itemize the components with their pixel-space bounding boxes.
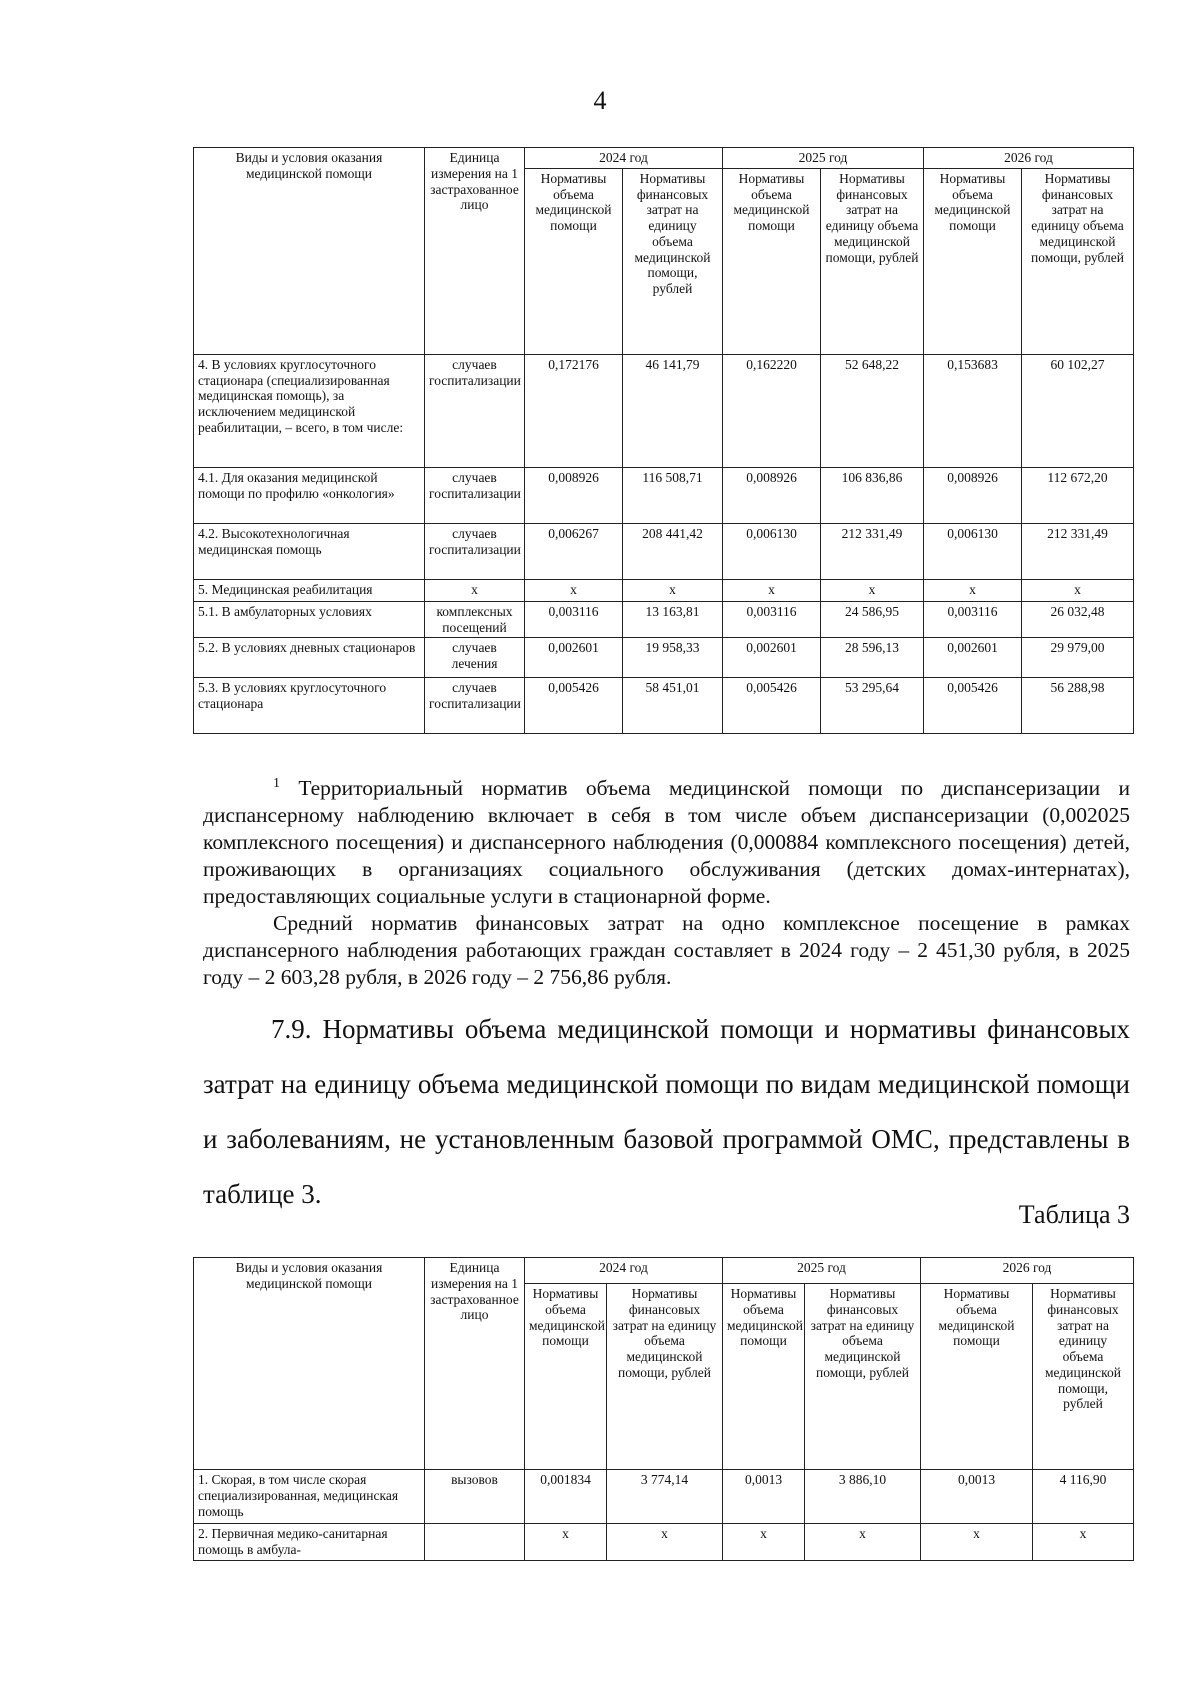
cell-volume-2024: х (525, 579, 623, 601)
header-kinds: Виды и условия оказания медицинской помощи (194, 148, 425, 355)
header-year-2025: 2025 год (723, 1258, 921, 1284)
cell-finance-2026: 112 672,20 (1022, 467, 1134, 523)
cell-volume-2024: 0,003116 (525, 601, 623, 638)
cell-volume-2024: 0,006267 (525, 523, 623, 579)
cell-finance-2024: 116 508,71 (623, 467, 723, 523)
cell-finance-2025: 3 886,10 (805, 1470, 921, 1524)
cell-finance-2025: 28 596,13 (821, 638, 924, 678)
header-finance-2024: Нормативы финансовых затрат на единицу объема медицинской помощи, рублей (623, 168, 723, 354)
row-name: 2. Первичная медико-санитарная помощь в амбула- (194, 1524, 425, 1561)
cell-volume-2026: 0,153683 (924, 354, 1022, 467)
cell-volume-2025: 0,006130 (723, 523, 821, 579)
cell-finance-2026: 4 116,90 (1033, 1470, 1134, 1524)
section-7-9 (203, 1002, 1130, 1222)
cell-finance-2026: 56 288,98 (1022, 678, 1134, 734)
cell-finance-2024: 58 451,01 (623, 678, 723, 734)
cell-finance-2025: х (805, 1524, 921, 1561)
table-row (194, 523, 1134, 579)
footnote (203, 770, 1130, 991)
header-unit: Единица измерения на 1 застрахованное лицо (425, 1258, 525, 1470)
cell-volume-2024: 0,002601 (525, 638, 623, 678)
header-kinds: Виды и условия оказания медицинской помощи (194, 1258, 425, 1470)
row-unit (425, 1524, 525, 1561)
header-volume-2025: Нормативы объема медицинской помощи (723, 168, 821, 354)
table-row (194, 601, 1134, 638)
header-year-2026: 2026 год (924, 148, 1134, 169)
cell-volume-2026: х (921, 1524, 1033, 1561)
cell-finance-2024: х (623, 579, 723, 601)
header-finance-2026: Нормативы финансовых затрат на единицу объема медицинской помощи, рублей (1033, 1284, 1134, 1470)
cell-finance-2024: 208 441,42 (623, 523, 723, 579)
table-row (194, 467, 1134, 523)
row-name: 4. В условиях круглосуточного стационара (специализированная медицинская помощь), за исключением медицинской реабилитации, – всего, в том числе: (194, 354, 425, 467)
row-unit: случаев госпитализации (425, 354, 525, 467)
table-row (194, 579, 1134, 601)
header-volume-2025: Нормативы объема медицинской помощи (723, 1284, 805, 1470)
row-name: 5.3. В условиях круглосуточного стационара (194, 678, 425, 734)
cell-volume-2025: 0,0013 (723, 1470, 805, 1524)
header-finance-2025: Нормативы финансовых затрат на единицу объема медицинской помощи, рублей (821, 168, 924, 354)
cell-volume-2024: 0,005426 (525, 678, 623, 734)
cell-finance-2025: 52 648,22 (821, 354, 924, 467)
cell-volume-2025: 0,003116 (723, 601, 821, 638)
row-unit: вызовов (425, 1470, 525, 1524)
row-unit: случаев госпитализации (425, 678, 525, 734)
cell-volume-2025: 0,008926 (723, 467, 821, 523)
cell-finance-2026: 26 032,48 (1022, 601, 1134, 638)
table-caption: Таблица 3 (1018, 1200, 1130, 1229)
table-row (194, 638, 1134, 678)
cell-finance-2025: х (821, 579, 924, 601)
cell-finance-2024: 46 141,79 (623, 354, 723, 467)
row-unit: х (425, 579, 525, 601)
cell-volume-2024: х (525, 1524, 607, 1561)
table-normatives-1 (193, 147, 1134, 734)
row-name: 1. Скорая, в том числе скорая специализированная, медицинская помощь (194, 1470, 425, 1524)
cell-volume-2025: 0,002601 (723, 638, 821, 678)
header-year-2024: 2024 год (525, 1258, 723, 1284)
cell-volume-2026: 0,0013 (921, 1470, 1033, 1524)
cell-finance-2025: 24 586,95 (821, 601, 924, 638)
cell-volume-2026: 0,002601 (924, 638, 1022, 678)
table-row (194, 1470, 1134, 1524)
footnote-average-text: Средний норматив финансовых затрат на одно комплексное посещение в рамках диспансерного наблюдения работающих граждан составляет в 2024 году – 2 451,30 рубля, в 2025 году – 2 603,28 рубля, в 2026 году – 2 756,86 рубля. (203, 911, 1130, 990)
cell-volume-2026: 0,006130 (924, 523, 1022, 579)
header-finance-2024: Нормативы финансовых затрат на единицу объема медицинской помощи, рублей (607, 1284, 723, 1470)
table-row (194, 354, 1134, 467)
cell-finance-2026: х (1022, 579, 1134, 601)
cell-volume-2025: 0,005426 (723, 678, 821, 734)
row-unit: случаев госпитализации (425, 523, 525, 579)
cell-volume-2026: х (924, 579, 1022, 601)
footnote-mark: 1 (273, 776, 280, 791)
cell-volume-2024: 0,008926 (525, 467, 623, 523)
header-volume-2026: Нормативы объема медицинской помощи (921, 1284, 1033, 1470)
cell-finance-2026: 29 979,00 (1022, 638, 1134, 678)
table-row (194, 1524, 1134, 1561)
header-finance-2025: Нормативы финансовых затрат на единицу объема медицинской помощи, рублей (805, 1284, 921, 1470)
section-paragraph: 7.9. Нормативы объема медицинской помощи и нормативы финансовых затрат на единицу объема медицинской помощи по видам медицинской помощи и заболеваниям, не установленным базовой программой ОМС, представлены в таблице 3. (203, 1014, 1130, 1209)
header-year-2024: 2024 год (525, 148, 723, 169)
cell-volume-2025: х (723, 579, 821, 601)
row-name: 5.1. В амбулаторных условиях (194, 601, 425, 638)
cell-volume-2026: 0,003116 (924, 601, 1022, 638)
row-name: 4.1. Для оказания медицинской помощи по профилю «онкология» (194, 467, 425, 523)
header-volume-2024: Нормативы объема медицинской помощи (525, 168, 623, 354)
row-name: 4.2. Высокотехнологичная медицинская помощь (194, 523, 425, 579)
header-year-2025: 2025 год (723, 148, 924, 169)
cell-finance-2024: 19 958,33 (623, 638, 723, 678)
cell-volume-2024: 0,001834 (525, 1470, 607, 1524)
cell-finance-2026: 212 331,49 (1022, 523, 1134, 579)
table-normatives-3 (193, 1257, 1134, 1561)
cell-finance-2024: 13 163,81 (623, 601, 723, 638)
header-year-2026: 2026 год (921, 1258, 1134, 1284)
footnote-text: Территориальный норматив объема медицинской помощи по диспансеризации и диспансерному наблюдению включает в себя в том числе объем диспансеризации (0,002025 комплексного посещения) и диспансерного наблюдения (0,000884 комплексного посещения) детей, проживающих в организациях социального обслуживания (детских домах-интернатах), предоставляющих социальные услуги в стационарной форме. (203, 776, 1130, 909)
row-unit: комплексных посещений (425, 601, 525, 638)
cell-volume-2025: х (723, 1524, 805, 1561)
row-unit: случаев лечения (425, 638, 525, 678)
page-number: 4 (593, 86, 607, 115)
cell-finance-2025: 53 295,64 (821, 678, 924, 734)
header-unit: Единица измерения на 1 застрахованное лицо (425, 148, 525, 355)
cell-finance-2024: х (607, 1524, 723, 1561)
cell-finance-2024: 3 774,14 (607, 1470, 723, 1524)
cell-finance-2025: 212 331,49 (821, 523, 924, 579)
cell-finance-2025: 106 836,86 (821, 467, 924, 523)
cell-finance-2026: 60 102,27 (1022, 354, 1134, 467)
cell-volume-2024: 0,172176 (525, 354, 623, 467)
cell-finance-2026: х (1033, 1524, 1134, 1561)
row-name: 5.2. В условиях дневных стационаров (194, 638, 425, 678)
cell-volume-2026: 0,005426 (924, 678, 1022, 734)
header-volume-2026: Нормативы объема медицинской помощи (924, 168, 1022, 354)
cell-volume-2026: 0,008926 (924, 467, 1022, 523)
table-row (194, 678, 1134, 734)
cell-volume-2025: 0,162220 (723, 354, 821, 467)
header-volume-2024: Нормативы объема медицинской помощи (525, 1284, 607, 1470)
row-unit: случаев госпитализации (425, 467, 525, 523)
row-name: 5. Медицинская реабилитация (194, 579, 425, 601)
header-finance-2026: Нормативы финансовых затрат на единицу объема медицинской помощи, рублей (1022, 168, 1134, 354)
